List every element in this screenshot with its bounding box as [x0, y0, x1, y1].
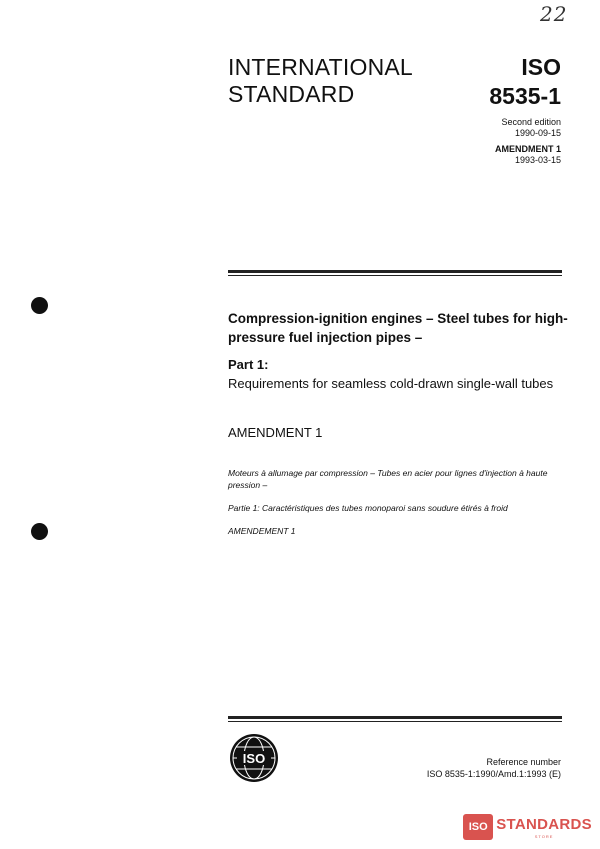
bottom-divider: [228, 716, 562, 722]
part-title: Requirements for seamless cold-drawn single-wall tubes: [228, 376, 554, 391]
edition-label: Second edition: [501, 117, 561, 127]
iso-logo-icon: [229, 733, 279, 783]
handwritten-note: 22: [540, 2, 568, 26]
punch-hole-bottom: [31, 523, 48, 540]
document-type: [228, 54, 413, 108]
french-amendment: AMENDEMENT 1: [228, 526, 296, 536]
part-label: Part 1:: [228, 357, 269, 372]
reference-number: ISO 8535-1:1990/Amd.1:1993 (E): [426, 769, 561, 779]
french-title: Moteurs à allumage par compression – Tubes en acier pour lignes d'injection à haute pression –: [228, 468, 548, 490]
standard-identifier: [489, 53, 561, 111]
doc-type-line-2: STANDARD: [228, 81, 355, 107]
english-title: Compression-ignition engines – Steel tubes for high-pressure fuel injection pipes –: [228, 311, 568, 345]
store-watermark: [463, 814, 592, 840]
amendment-date: 1993-03-15: [514, 155, 561, 165]
reference-label: Reference number: [486, 757, 561, 767]
top-divider: [228, 270, 562, 276]
store-subtext: STORE: [534, 833, 554, 839]
edition-date: 1990-09-15: [514, 128, 561, 138]
iso-number: 8535-1: [489, 83, 561, 109]
french-part-title: Partie 1: Caractéristiques des tubes monoparoi sans soudure étirés à froid: [228, 503, 508, 513]
punch-hole-top: [31, 297, 48, 314]
amendment-heading: AMENDMENT 1: [228, 425, 323, 440]
logo-text: ISO: [242, 751, 266, 766]
amendment-label: AMENDMENT 1: [494, 144, 561, 154]
iso-label: ISO: [521, 54, 561, 80]
store-text: STANDARDS: [496, 815, 592, 833]
edition-block: [495, 117, 561, 166]
store-iso-icon: ISO: [463, 814, 493, 840]
doc-type-line-1: INTERNATIONAL: [228, 54, 413, 80]
